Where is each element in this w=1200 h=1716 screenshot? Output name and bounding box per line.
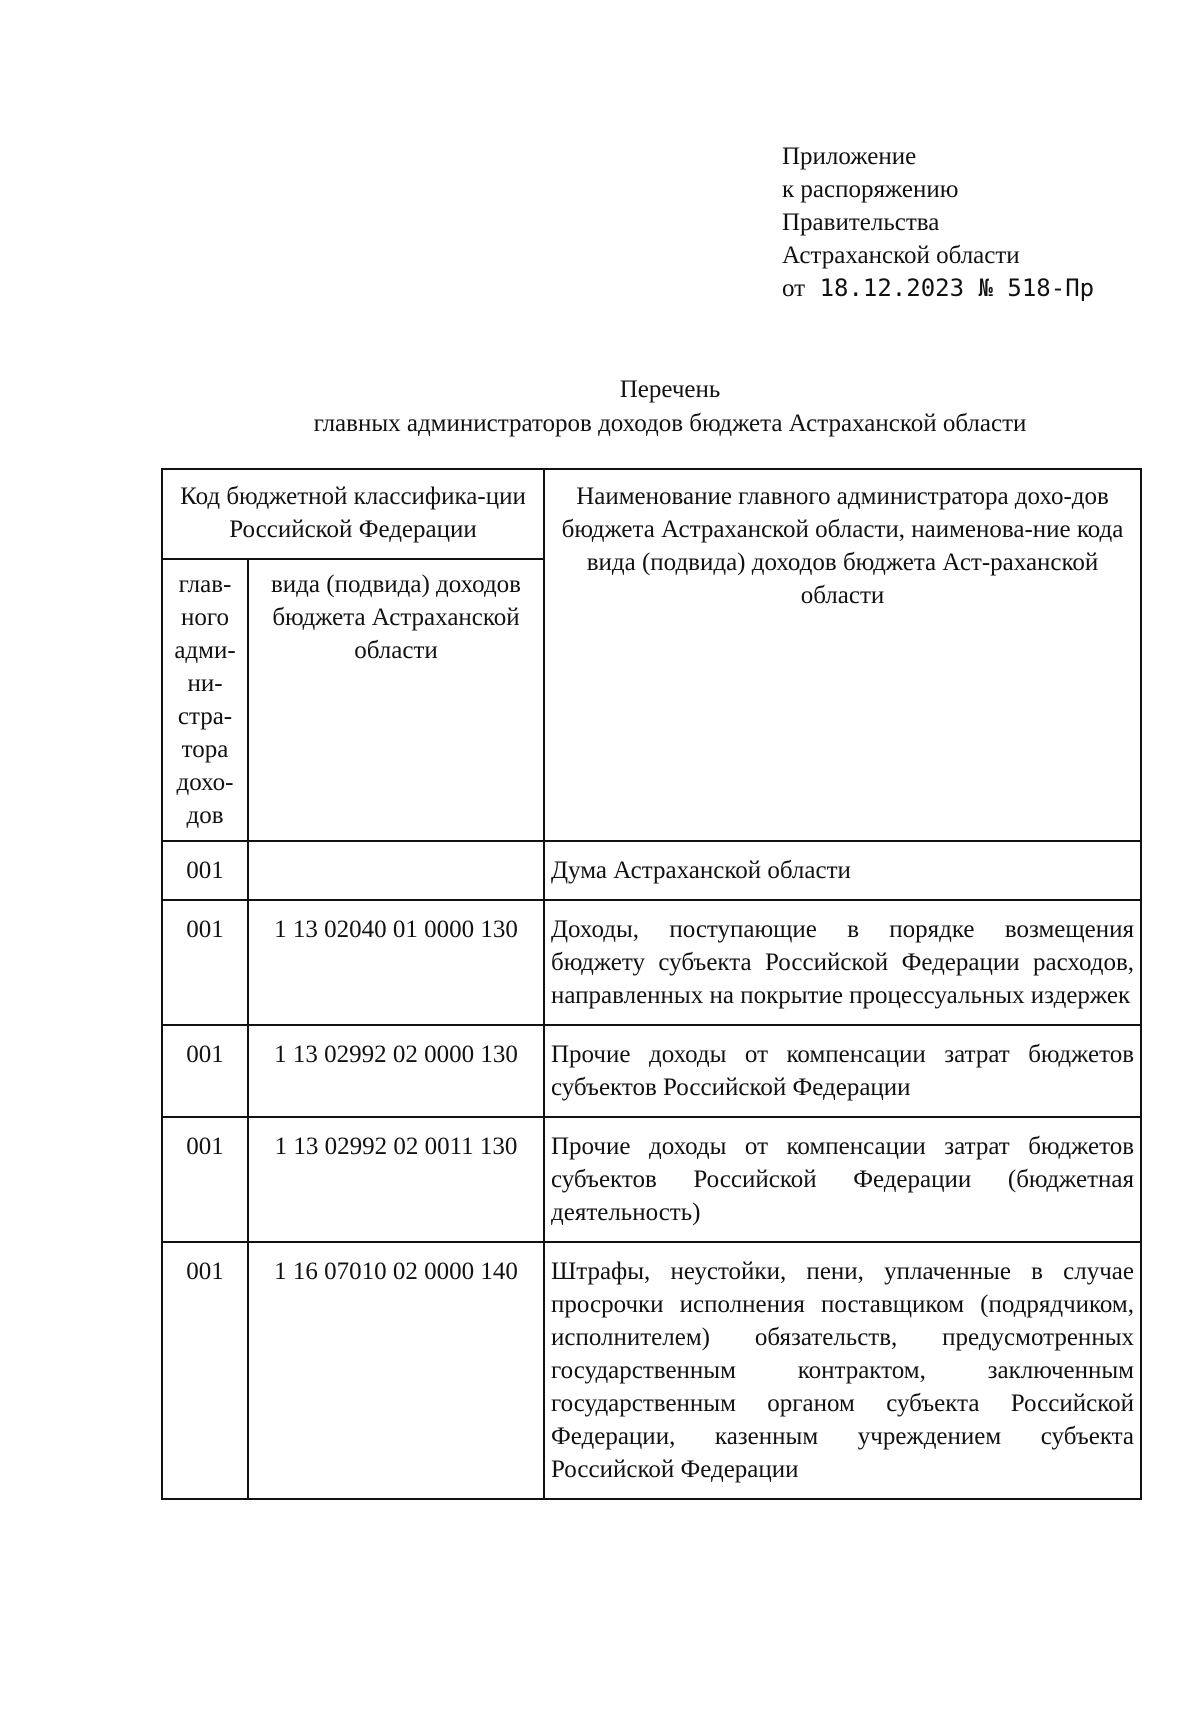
appendix-date-prefix: от: [782, 275, 806, 302]
title-line-1: Перечень: [619, 376, 721, 403]
row-name: Доходы, поступающие в порядке возмещения бюджету субъекта Российской Федерации расходов, направленных на покрытие процессуальных издержек: [544, 900, 1141, 1025]
row-revenue-code: [248, 841, 544, 900]
table-header-row-1: [162, 469, 1141, 559]
header-main-administrator: глав-ного адми-ни-стра-тора дохо-дов: [162, 559, 248, 841]
header-revenue-kind: вида (подвида) доходов бюджета Астраханской области: [248, 559, 544, 841]
row-name: Штрафы, неустойки, пени, уплаченные в случае просрочки исполнения поставщиком (подрядчиком, исполнителем) обязательств, предусмотренных государственным контрактом, заключенным государственным органом субъекта Российской Федерации, казенным учреждением субъекта Российской Федерации: [544, 1242, 1141, 1499]
table-row: [162, 1025, 1141, 1117]
row-admin-code: 001: [162, 1242, 248, 1499]
appendix-date-line: [782, 272, 1094, 305]
title-line-2: главных администраторов доходов бюджета Астраханской области: [313, 410, 1027, 437]
row-revenue-code: 1 16 07010 02 0000 140: [248, 1242, 544, 1499]
row-admin-code: 001: [162, 841, 248, 900]
row-name: Прочие доходы от компенсации затрат бюджетов субъектов Российской Федерации (бюджетная деятельность): [544, 1117, 1141, 1242]
document-title: [160, 373, 1180, 441]
row-admin-code: 001: [162, 1117, 248, 1242]
appendix-date-value: 18.12.2023 № 518-Пр: [819, 274, 1095, 302]
row-name: Дума Астраханской области: [544, 841, 1141, 900]
appendix-block: [782, 140, 1094, 305]
header-classification-code: Код бюджетной классифика-ции Российской Федерации: [162, 469, 544, 559]
appendix-line-1: Приложение: [782, 143, 917, 170]
table-row: [162, 1117, 1141, 1242]
table-row: [162, 900, 1141, 1025]
row-revenue-code: 1 13 02040 01 0000 130: [248, 900, 544, 1025]
header-administrator-name: Наименование главного администратора дохо-дов бюджета Астраханской области, наименова-ние кода вида (подвида) доходов бюджета Аст-раханской области: [544, 469, 1141, 841]
appendix-line-2: к распоряжению: [782, 176, 959, 203]
row-revenue-code: 1 13 02992 02 0011 130: [248, 1117, 544, 1242]
row-name: Прочие доходы от компенсации затрат бюджетов субъектов Российской Федерации: [544, 1025, 1141, 1117]
row-admin-code: 001: [162, 900, 248, 1025]
appendix-line-3: Правительства: [782, 209, 940, 236]
row-admin-code: 001: [162, 1025, 248, 1117]
row-revenue-code: 1 13 02992 02 0000 130: [248, 1025, 544, 1117]
revenue-administrators-table: [161, 468, 1142, 1500]
appendix-line-4: Астраханской области: [782, 242, 1020, 269]
table-row: [162, 1242, 1141, 1499]
table-row: [162, 841, 1141, 900]
